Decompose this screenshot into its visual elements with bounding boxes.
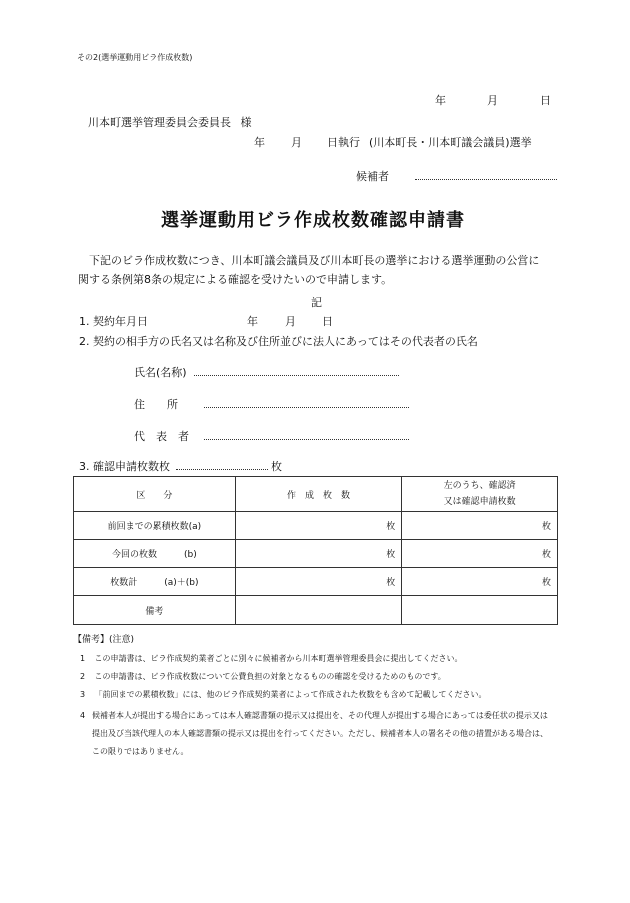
note-text: この申請書は、ビラ作成契約業者ごとに別々に候補者から川本町選挙管理委員会に提出してください。 bbox=[94, 654, 463, 663]
ki-label: 記 bbox=[311, 296, 322, 309]
table-row bbox=[74, 568, 558, 596]
row-confirmed-cell[interactable]: 枚 bbox=[402, 568, 558, 596]
note-item bbox=[80, 671, 446, 682]
table-row bbox=[74, 540, 558, 568]
field-rep-label: 代 表 者 bbox=[134, 430, 189, 443]
field-rep bbox=[134, 428, 409, 444]
row-label: 前回までの累積枚数(a) bbox=[74, 512, 236, 540]
date-month: 月 bbox=[487, 94, 498, 107]
candidate-line bbox=[356, 168, 557, 184]
field-name bbox=[134, 364, 399, 380]
row-confirmed-cell[interactable]: 枚 bbox=[402, 512, 558, 540]
date-year: 年 bbox=[435, 94, 446, 107]
field-address-line[interactable] bbox=[204, 397, 409, 408]
item1-year: 年 bbox=[247, 315, 258, 328]
intro-paragraph: 下記のビラ作成枚数につき、川本町議会議員及び川本町長の選挙における選挙運動の公営に関する条例第8条の規定による確認を受けたいので申請します。 bbox=[78, 254, 540, 286]
header-confirmed-line1: 左のうち、確認済 bbox=[443, 481, 516, 491]
note-text: この申請書は、ビラ作成枚数について公費負担の対象となるものの確認を受けるためのものです。 bbox=[94, 672, 446, 681]
header-note: その2(選挙運動用ビラ作成枚数) bbox=[77, 53, 193, 62]
election-year: 年 bbox=[254, 136, 265, 149]
table-row bbox=[74, 596, 558, 625]
addressee-suffix: 様 bbox=[240, 116, 252, 129]
row-label: 枚数計 (a)＋(b) bbox=[74, 568, 236, 596]
election-month: 月 bbox=[291, 136, 302, 149]
note-number: 4 bbox=[80, 711, 86, 720]
table-header-row bbox=[74, 477, 558, 512]
note-number: 2 bbox=[80, 672, 86, 681]
row-created-cell[interactable]: 枚 bbox=[235, 512, 402, 540]
field-address bbox=[134, 396, 409, 412]
header-created-count: 作 成 枚 数 bbox=[235, 477, 402, 512]
header-confirmed-count bbox=[402, 477, 558, 512]
field-rep-line[interactable] bbox=[204, 429, 409, 440]
item-contract-date bbox=[79, 313, 333, 329]
header-category: 区 分 bbox=[74, 477, 236, 512]
row-label: 備考 bbox=[74, 596, 236, 625]
notes-title: 【備考】(注意) bbox=[73, 635, 135, 645]
count-table bbox=[73, 476, 558, 625]
note-item bbox=[80, 689, 487, 700]
item1-day: 日 bbox=[322, 315, 333, 328]
addressee bbox=[88, 114, 252, 130]
field-address-label: 住 所 bbox=[134, 398, 178, 411]
page-title: 選挙運動用ビラ作成枚数確認申請書 bbox=[161, 210, 465, 231]
note-item bbox=[80, 653, 463, 664]
item2-label: 2. 契約の相手方の氏名又は名称及び住所並びに法人にあってはその代表者の氏名 bbox=[79, 335, 478, 348]
row-created-cell[interactable] bbox=[235, 596, 402, 625]
field-name-line[interactable] bbox=[194, 365, 399, 376]
addressee-name: 川本町選挙管理委員会委員長 bbox=[88, 116, 231, 129]
election-day: 日執行 bbox=[327, 136, 360, 149]
table-row bbox=[74, 512, 558, 540]
note-text: 「前回までの累積枚数」には、他のビラ作成契約業者によって作成された枚数をも含めて記載してください。 bbox=[94, 690, 487, 699]
row-created-cell[interactable]: 枚 bbox=[235, 568, 402, 596]
note-item bbox=[80, 707, 550, 761]
item1-label: 1. 契約年月日 bbox=[79, 315, 148, 328]
row-confirmed-cell[interactable]: 枚 bbox=[402, 540, 558, 568]
row-label: 今回の枚数 (b) bbox=[74, 540, 236, 568]
item3 bbox=[79, 458, 282, 474]
note-text: 候補者本人が提出する場合にあっては本人確認書類の提示又は提出を、その代理人が提出する場合にあっては委任状の提示又は提出及び当該代理人の本人確認書類の提示又は提出を行ってください。ただし、候補者本人の署名その他の措置がある場合は、この限りではありません。 bbox=[92, 711, 548, 756]
date-day: 日 bbox=[540, 94, 551, 107]
item3-count-line[interactable] bbox=[176, 459, 268, 470]
election-type: (川本町長・川本町議会議員)選挙 bbox=[369, 136, 532, 149]
item1-month: 月 bbox=[285, 315, 296, 328]
row-confirmed-cell[interactable] bbox=[402, 596, 558, 625]
item3-unit: 枚 bbox=[271, 460, 282, 473]
note-number: 3 bbox=[80, 690, 86, 699]
item3-label: 3. 確認申請枚数枚 bbox=[79, 460, 170, 473]
note-number: 1 bbox=[80, 654, 86, 663]
candidate-label: 候補者 bbox=[356, 170, 389, 183]
row-created-cell[interactable]: 枚 bbox=[235, 540, 402, 568]
field-name-label: 氏名(名称) bbox=[134, 366, 187, 379]
candidate-signature-line[interactable] bbox=[415, 169, 557, 180]
header-confirmed-line2: 又は確認申請枚数 bbox=[443, 497, 516, 507]
